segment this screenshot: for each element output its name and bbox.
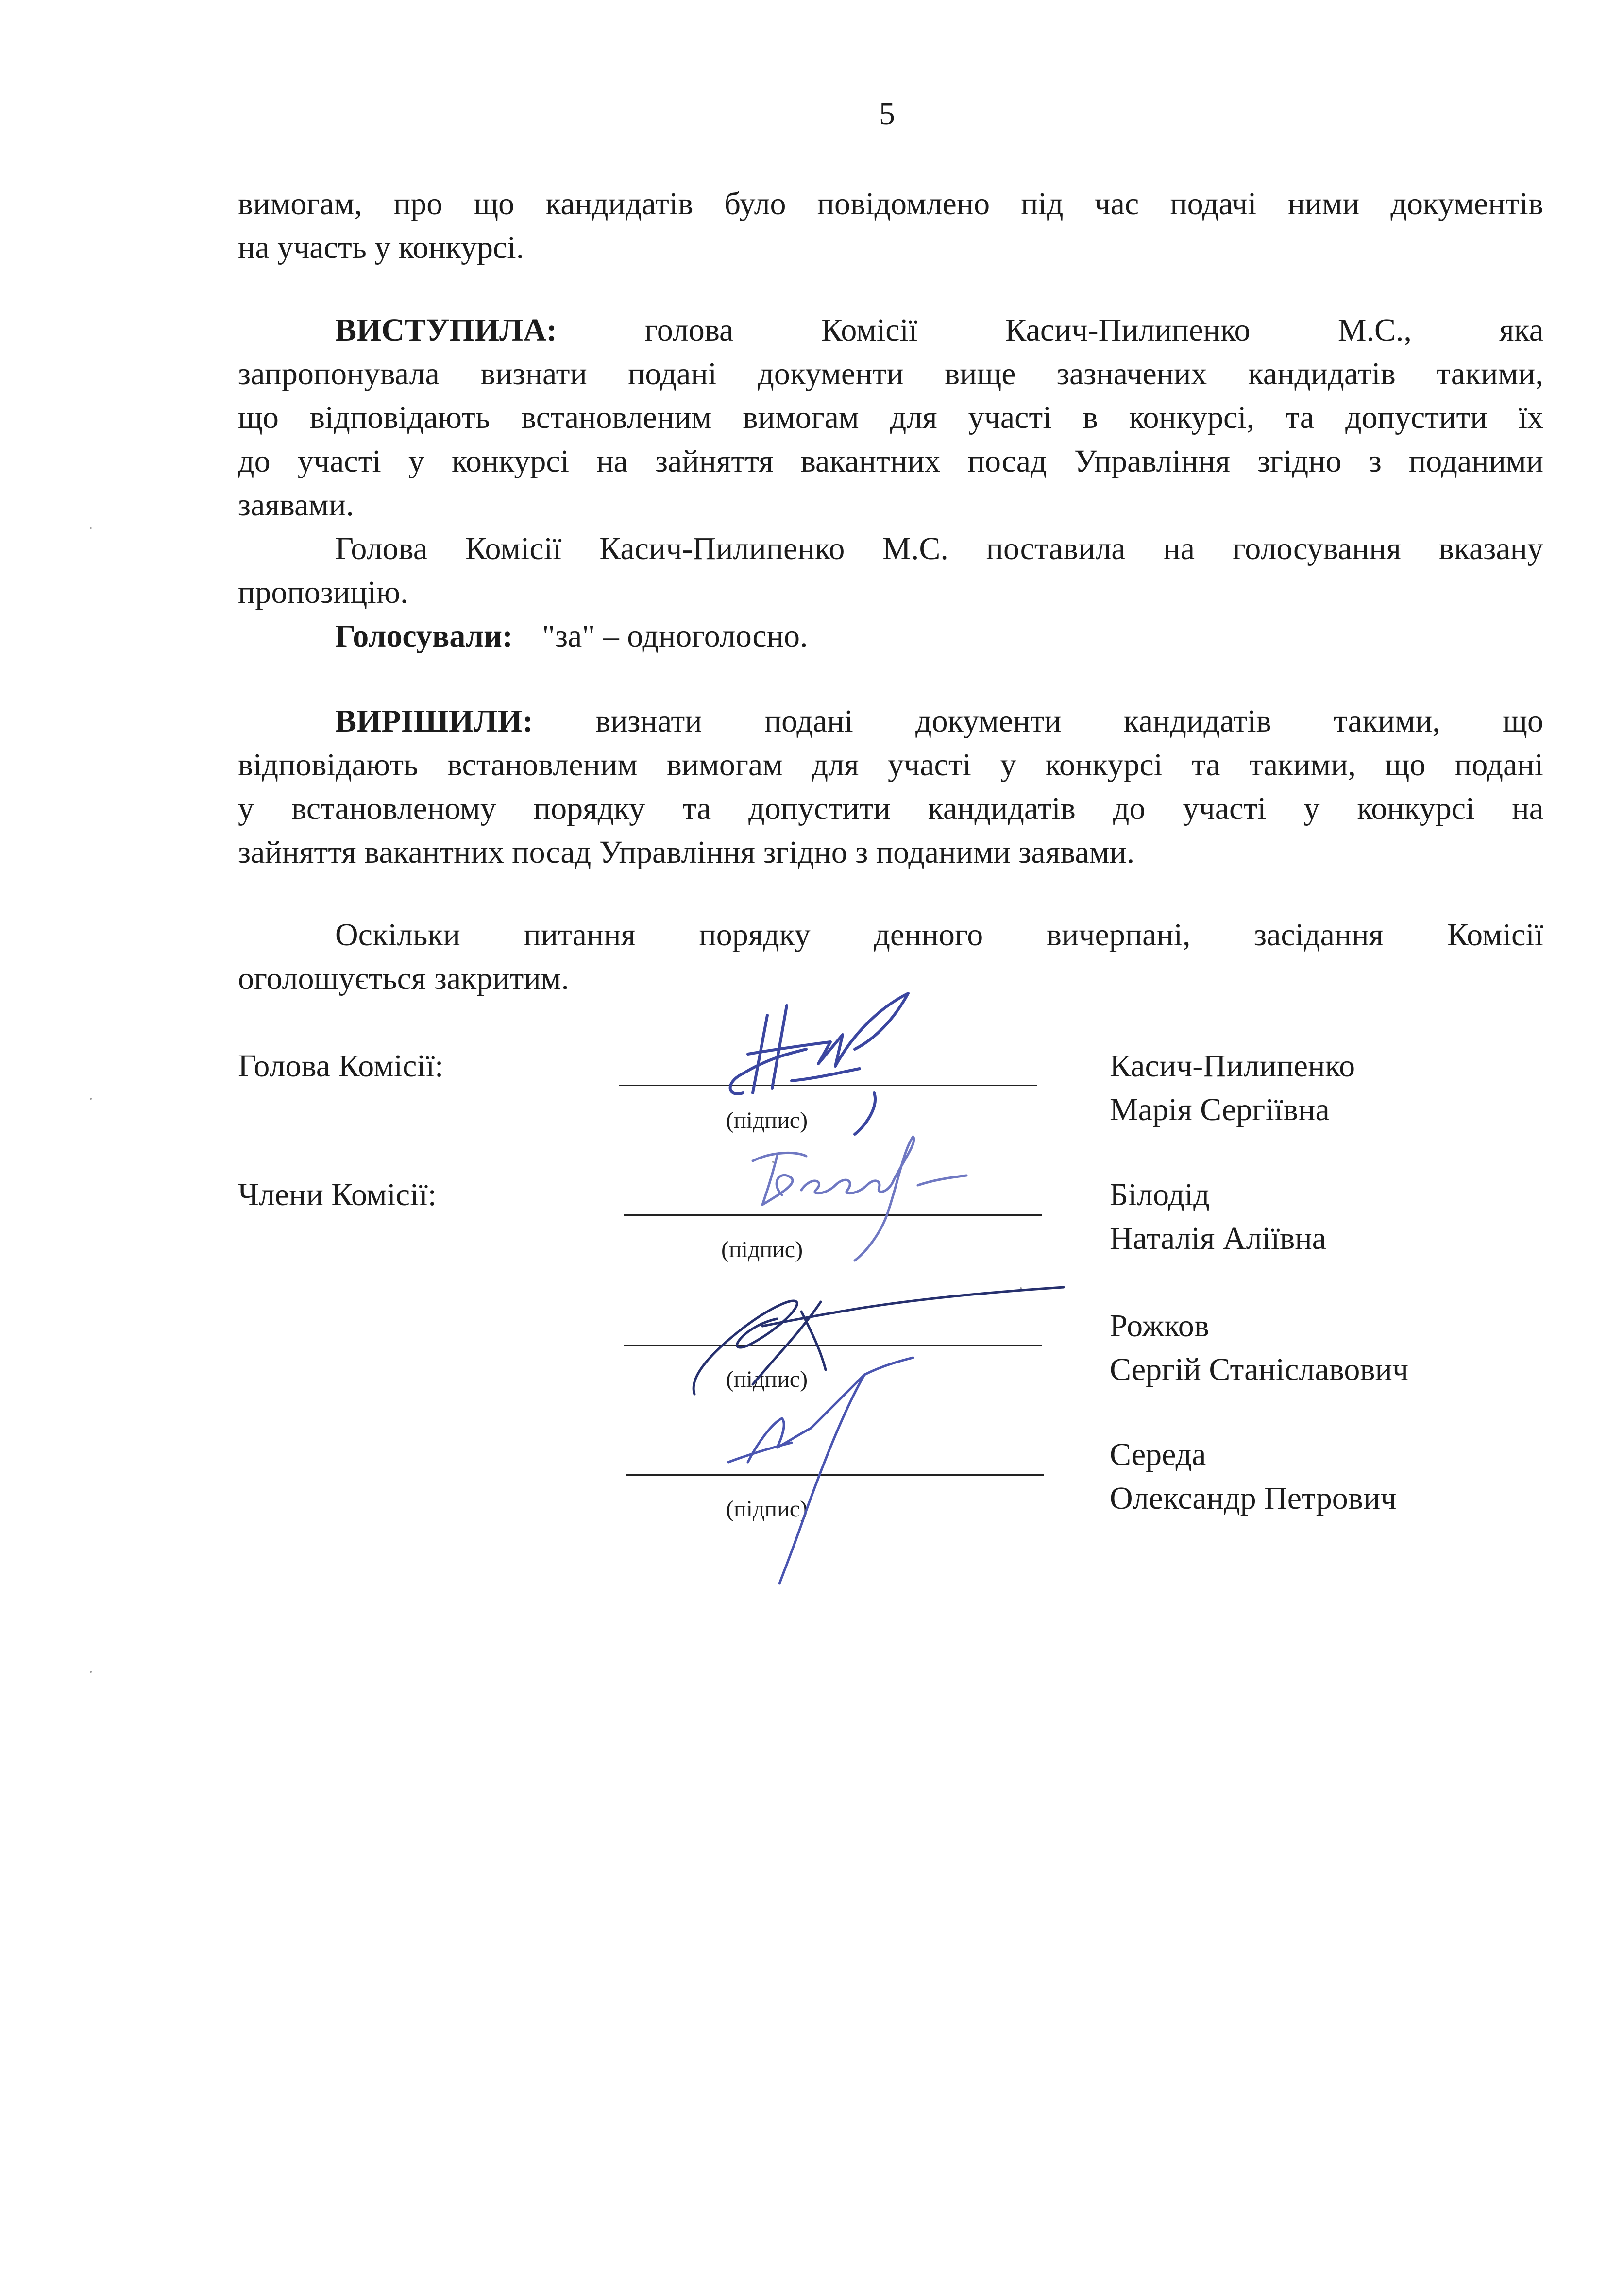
text-line: оголошується закритим.: [238, 961, 569, 996]
member2-surname: Рожков: [1110, 1308, 1209, 1344]
chair-label: Голова Комісії:: [238, 1048, 444, 1084]
speaker-text: голова Комісії Касич-Пилипенко М.С., яка: [644, 312, 1544, 348]
member1-surname: Білодід: [1110, 1177, 1210, 1212]
member3-signature: [719, 1350, 962, 1588]
signature-caption: (підпис): [721, 1237, 803, 1262]
member1-given-name: Наталія Аліївна: [1110, 1221, 1326, 1256]
member2-name: [1110, 1304, 1408, 1392]
text-line: заявами.: [238, 487, 354, 523]
text-line: Голова Комісії Касич-Пилипенко М.С. поставила на голосування вказану: [335, 531, 1543, 566]
text-line: [238, 308, 1543, 352]
member3-surname: Середа: [1110, 1437, 1206, 1472]
member2-given-name: Сергій Станіславович: [1110, 1352, 1409, 1387]
paragraph-proposal: [238, 527, 1543, 614]
scan-speck: [90, 527, 92, 529]
text-line: у встановленому порядку та допустити кандидатів до участі у конкурсі на: [238, 791, 1543, 826]
page-number: 5: [879, 96, 895, 132]
speaker-heading: ВИСТУПИЛА:: [335, 312, 557, 348]
text-line: [238, 699, 1543, 743]
scan-speck: [90, 1671, 92, 1673]
text-line: відповідають встановленим вимогам для участі у конкурсі та такими, що подані: [238, 747, 1543, 783]
vote-heading: Голосували:: [335, 618, 513, 654]
text-line: [238, 614, 1543, 658]
text-line: пропозицію.: [238, 575, 408, 610]
vote-result: "за" – одноголосно.: [542, 618, 808, 654]
text-line: Оскільки питання порядку денного вичерпані, засідання Комісії: [335, 917, 1543, 953]
scan-speck: [90, 1098, 92, 1100]
member3-given-name: Олександр Петрович: [1110, 1481, 1397, 1516]
paragraph-decision: [238, 699, 1543, 874]
text-line: до участі у конкурсі на зайняття вакантних посад Управління згідно з поданими: [238, 443, 1543, 479]
paragraph-continuation: [238, 182, 1543, 270]
member1-name: [1110, 1173, 1326, 1261]
decision-heading: ВИРІШИЛИ:: [335, 703, 533, 739]
scan-speck: [772, 1161, 774, 1163]
chair-surname: Касич-Пилипенко: [1110, 1048, 1355, 1084]
vote-line: [238, 614, 1543, 658]
signature-caption: (підпис): [726, 1107, 808, 1133]
text-line: запропонувала визнати подані документи вище зазначених кандидатів такими,: [238, 356, 1543, 392]
signature-caption: (підпис): [726, 1366, 808, 1392]
text-line: на участь у конкурсі.: [238, 230, 524, 265]
decision-text: визнати подані документи кандидатів такими, що: [595, 703, 1543, 739]
text-line: вимогам, про що кандидатів було повідомлено під час подачі ними документів: [238, 186, 1543, 221]
scan-speck: [1020, 1287, 1022, 1289]
chair-signature: [714, 981, 947, 1137]
member1-signature: [743, 1132, 996, 1268]
text-line: зайняття вакантних посад Управління згідно з поданими заявами.: [238, 835, 1135, 870]
paragraph-speaker: [238, 308, 1543, 527]
text-line: що відповідають встановленим вимогам для участі в конкурсі, та допустити їх: [238, 400, 1543, 435]
chair-given-name: Марія Сергіївна: [1110, 1092, 1330, 1127]
chair-name: [1110, 1044, 1355, 1132]
member3-name: [1110, 1433, 1396, 1520]
members-label: Члени Комісії:: [238, 1177, 437, 1212]
signature-caption: (підпис): [726, 1496, 808, 1522]
